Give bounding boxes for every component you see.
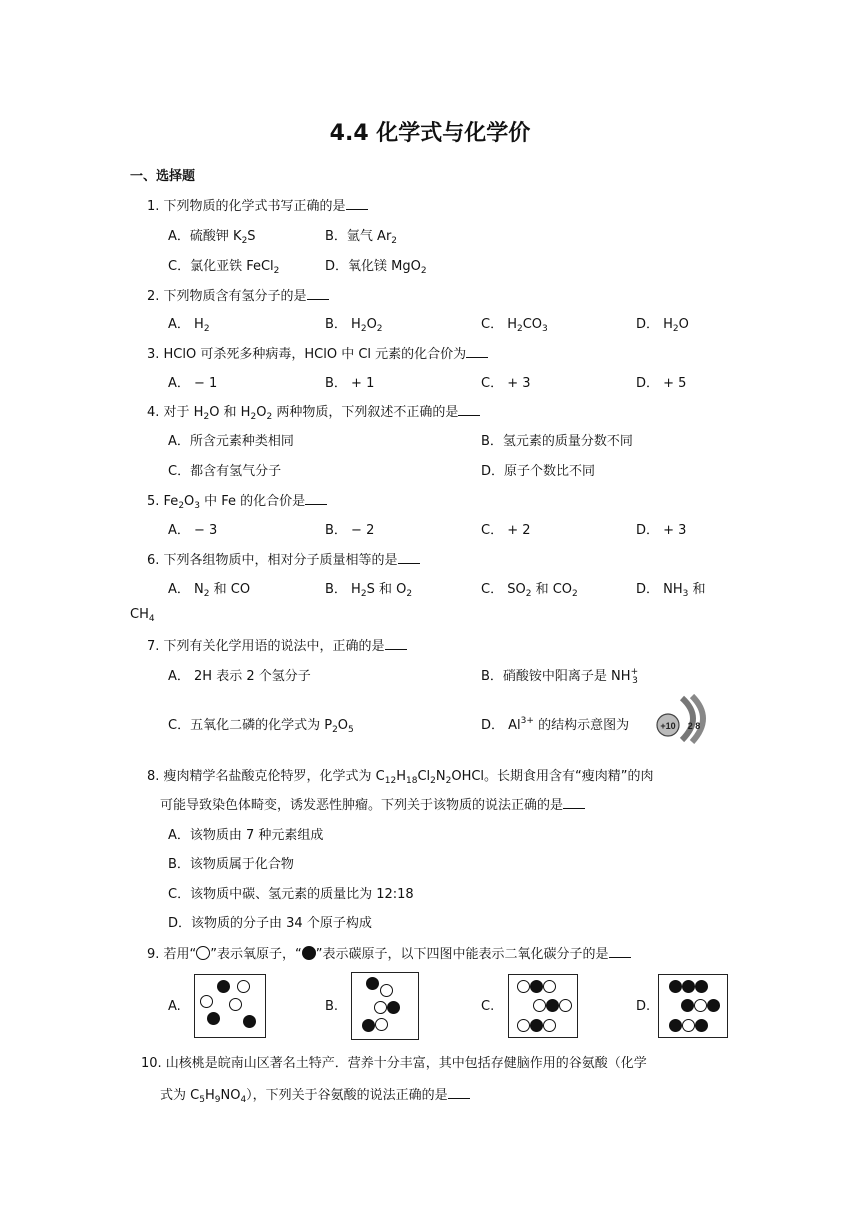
oxygen-atom <box>229 998 242 1011</box>
oxygen-atom <box>533 999 546 1012</box>
nucleus-label: +10 <box>660 721 676 731</box>
q2-option-c: C． $H_2CO_3$ <box>481 317 548 334</box>
oxygen-atom <box>694 999 707 1012</box>
q9-label-a: A. <box>168 999 181 1014</box>
q6-option-b: B． $H_2S$ 和 $O_2$ <box>325 582 413 599</box>
oxygen-atom <box>374 1001 387 1014</box>
question-10-line2: 式为 $C_5H_9NO_4$），下列关于谷氨酸的说法正确的是 <box>160 1084 470 1103</box>
carbon-atom <box>217 980 230 993</box>
q4-option-a: A．所含元素种类相同 <box>168 434 294 449</box>
carbon-atom <box>695 980 708 993</box>
q5-option-c: C． + 2 <box>481 523 531 538</box>
oxygen-atom <box>200 995 213 1008</box>
carbon-atom <box>546 999 559 1012</box>
q7-option-d: D． $Al^{3+}$ 的结构示意图为 <box>481 716 630 733</box>
diagram-box-c <box>508 974 578 1038</box>
q6-option-c: C． $SO_2$ 和 $CO_2$ <box>481 582 578 599</box>
carbon-atom <box>681 999 694 1012</box>
oxygen-atom <box>543 980 556 993</box>
diagram-box-a <box>194 974 266 1038</box>
q4-option-b: B．氢元素的质量分数不同 <box>481 434 633 449</box>
page-title: 4.4 化学式与化学价 <box>329 121 531 146</box>
q8-option-c: C．该物质中碳、氢元素的质量比为 12:18 <box>168 887 414 902</box>
carbon-atom <box>669 1019 682 1032</box>
question-4: 4. 对于 $H_2O$ 和 $H_2O_2$ 两种物质，下列叙述不正确的是 <box>147 401 480 420</box>
question-5: 5. $Fe_2O_3$ 中 Fe 的化合价是 <box>147 490 327 509</box>
question-10: 10. 山核桃是皖南山区著名土特产．营养十分丰富，其中包括存健脑作用的谷氨酸（化学 <box>141 1056 647 1071</box>
q2-option-a: A． $H_2$ <box>168 317 210 334</box>
q4-option-d: D．原子个数比不同 <box>481 464 596 479</box>
question-1: 1. 下列物质的化学式书写正确的是 <box>147 195 368 214</box>
oxygen-atom <box>375 1018 388 1031</box>
section-heading: 一、选择题 <box>130 169 196 184</box>
q7-option-c: C．五氧化二磷的化学式为 $P_2O_5$ <box>168 718 354 735</box>
diagram-box-b <box>351 972 419 1040</box>
q5-option-d: D． + 3 <box>636 523 687 538</box>
question-8-line2: 可能导致染色体畸变，诱发恶性肿瘤。下列关于该物质的说法正确的是 <box>160 794 585 813</box>
oxygen-atom <box>682 1019 695 1032</box>
diagram-box-d <box>658 974 728 1038</box>
shell-labels: 2 8 <box>687 721 701 731</box>
q8-option-b: B．该物质属于化合物 <box>168 857 294 872</box>
carbon-atom <box>243 1015 256 1028</box>
q3-option-b: B． + 1 <box>325 376 375 391</box>
q1-option-b: B．氩气 $Ar_2$ <box>325 229 398 246</box>
q6-option-a: A． $N_2$ 和 CO <box>168 582 251 599</box>
carbon-atom <box>530 980 543 993</box>
q3-option-d: D． + 5 <box>636 376 687 391</box>
oxygen-atom <box>380 984 393 997</box>
q1-option-c: C．氯化亚铁 FeCl$_2$ <box>168 259 280 276</box>
q2-option-d: D． $H_2O$ <box>636 317 689 334</box>
q8-option-a: A．该物质由 7 种元素组成 <box>168 828 324 843</box>
q7-option-b: B．硝酸铵中阳离子是 $NH^+_3$ <box>481 667 639 686</box>
al-ion-structure-diagram <box>652 694 708 744</box>
oxygen-atom <box>543 1019 556 1032</box>
q7-option-a: A． 2H 表示 2 个氢分子 <box>168 669 311 684</box>
q3-option-c: C． + 3 <box>481 376 531 391</box>
question-9: 9. 若用“ ”表示氧原子，“ ”表示碳原子，以下四图中能表示二氧化碳分子的是 <box>147 943 631 962</box>
carbon-atom <box>695 1019 708 1032</box>
q2-option-b: B． $H_2O_2$ <box>325 317 383 334</box>
q4-option-c: C．都含有氢气分子 <box>168 464 282 479</box>
q5-option-b: B． − 2 <box>325 523 375 538</box>
q6-option-d: D． $NH_3$ 和 <box>636 582 706 599</box>
q3-option-a: A． − 1 <box>168 376 218 391</box>
carbon-atom <box>682 980 695 993</box>
question-6: 6. 下列各组物质中，相对分子质量相等的是 <box>147 549 420 568</box>
q1-option-d: D．氧化镁 MgO$_2$ <box>325 259 427 276</box>
q1-option-a: A．硫酸钾 $K_2S$ <box>168 229 256 246</box>
q9-label-d: D. <box>636 999 651 1014</box>
question-2: 2. 下列物质含有氢分子的是 <box>147 285 329 304</box>
q5-option-a: A． − 3 <box>168 523 218 538</box>
oxygen-atom <box>559 999 572 1012</box>
carbon-atom-icon <box>302 946 316 960</box>
carbon-atom <box>362 1019 375 1032</box>
carbon-atom <box>207 1012 220 1025</box>
question-8: 8. 瘦肉精学名盐酸克伦特罗，化学式为 $C_{12}H_{18}Cl_2N_2OHCl$。长期食用含有“瘦肉精”的肉 <box>147 769 654 786</box>
q9-label-b: B. <box>325 999 339 1014</box>
q9-label-c: C. <box>481 999 495 1014</box>
carbon-atom <box>366 977 379 990</box>
oxygen-atom <box>517 980 530 993</box>
carbon-atom <box>530 1019 543 1032</box>
question-7: 7. 下列有关化学用语的说法中，正确的是 <box>147 635 407 654</box>
carbon-atom <box>669 980 682 993</box>
oxygen-atom <box>517 1019 530 1032</box>
carbon-atom <box>707 999 720 1012</box>
carbon-atom <box>387 1001 400 1014</box>
oxygen-atom <box>237 980 250 993</box>
q6-option-d-cont: $CH_4$ <box>130 607 155 624</box>
oxygen-atom-icon <box>196 946 210 960</box>
q8-option-d: D．该物质的分子由 34 个原子构成 <box>168 916 372 931</box>
question-3: 3. HClO 可杀死多种病毒，HClO 中 Cl 元素的化合价为 <box>147 343 488 362</box>
